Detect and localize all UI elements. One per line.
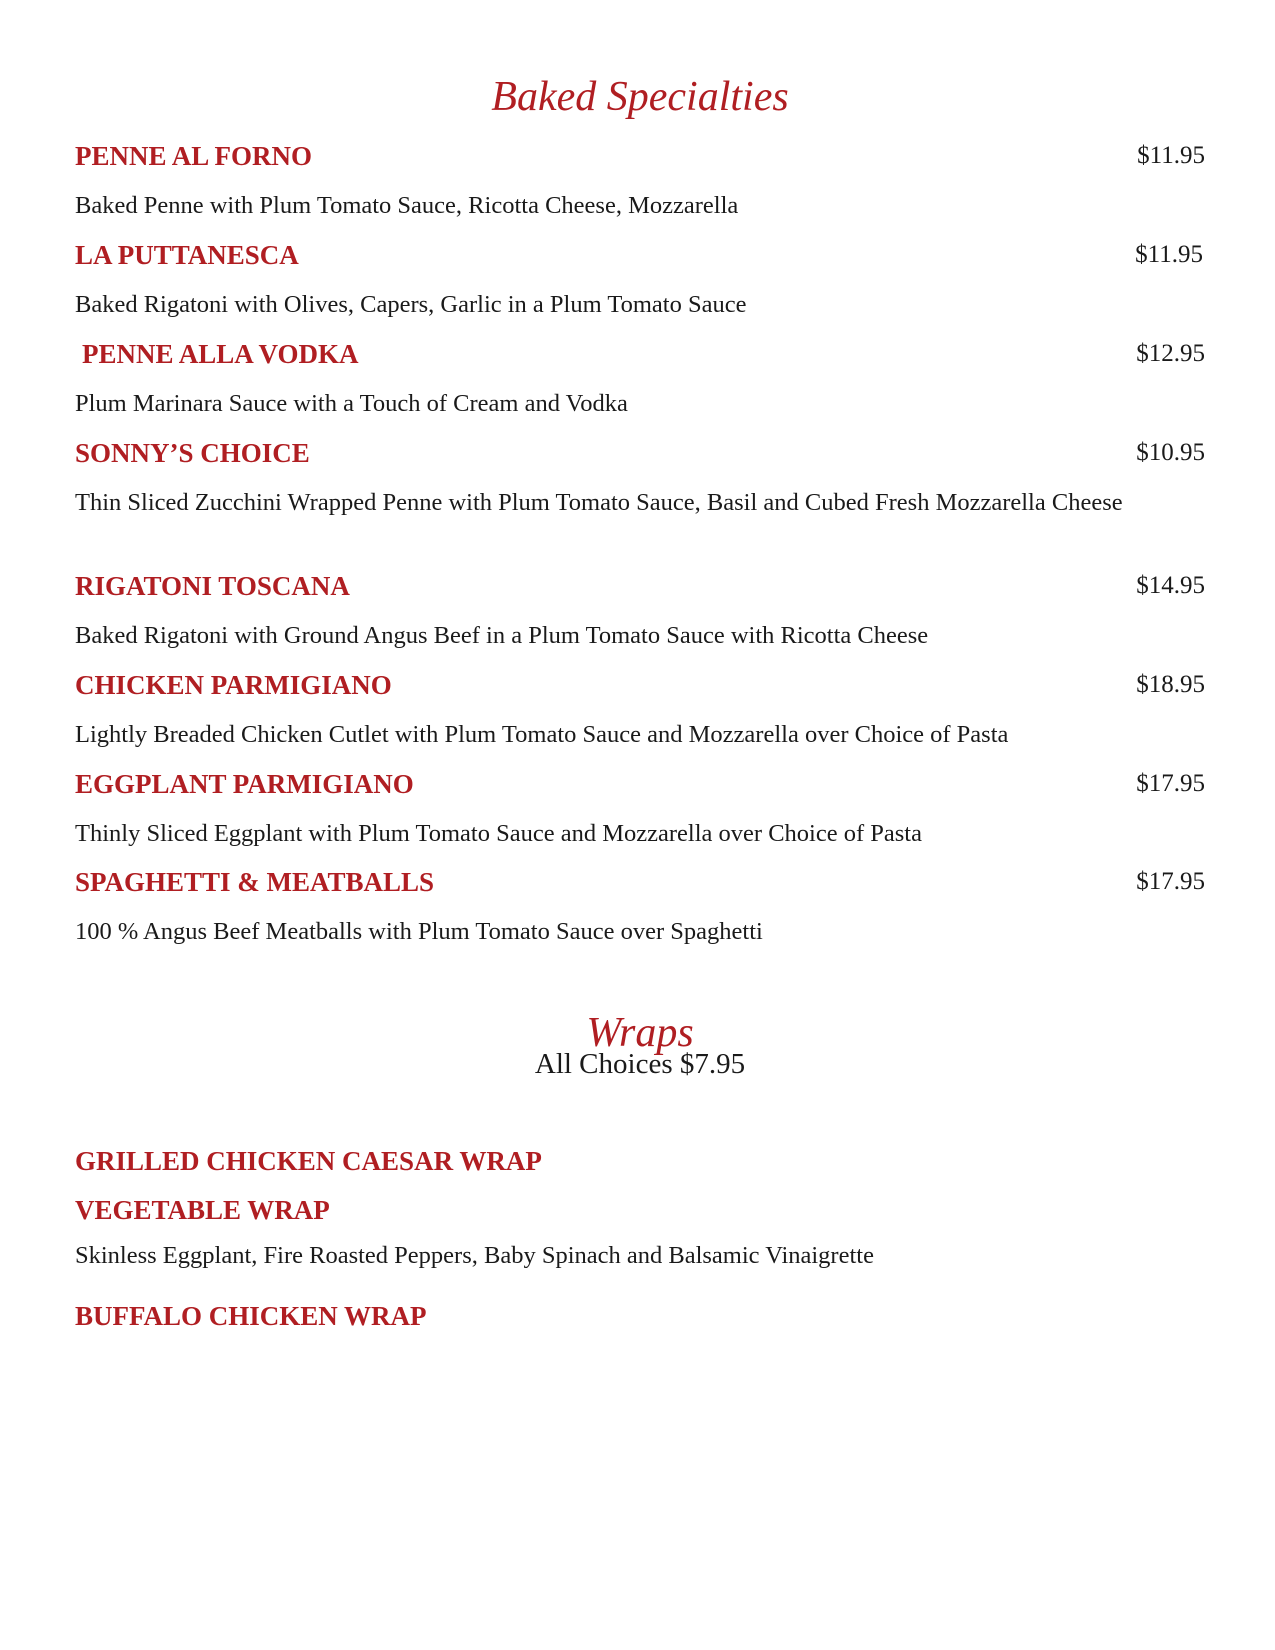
item-description: Lightly Breaded Chicken Cutlet with Plum Tomato Sauce and Mozzarella over Choice of Pasta: [75, 721, 1009, 748]
item-name: VEGETABLE WRAP: [75, 1195, 330, 1225]
menu-item-chicken-parmigiano: [75, 669, 1205, 709]
menu-item-buffalo-chicken-wrap: [75, 1300, 1205, 1340]
item-name: PENNE AL FORNO: [75, 141, 313, 171]
menu-item-sonnys-choice: [75, 437, 1205, 477]
baked-specialties-title: Baked Specialties: [491, 74, 789, 120]
item-name: RIGATONI TOSCANA: [75, 571, 350, 601]
wraps-subtitle: All Choices $7.95: [534, 1048, 746, 1080]
item-description: 100 % Angus Beef Meatballs with Plum Tomato Sauce over Spaghetti: [75, 918, 763, 945]
menu-page: [75, 0, 1205, 1650]
item-description: Plum Marinara Sauce with a Touch of Cream and Vodka: [75, 390, 628, 417]
item-description: Skinless Eggplant, Fire Roasted Peppers, Baby Spinach and Balsamic Vinaigrette: [75, 1242, 874, 1269]
menu-item-eggplant-parmigiano: [75, 768, 1205, 808]
item-price: $10.95: [1136, 439, 1205, 466]
item-name: BUFFALO CHICKEN WRAP: [75, 1301, 427, 1331]
item-price: $12.95: [1136, 340, 1205, 367]
item-price: $18.95: [1136, 671, 1205, 698]
item-name: SPAGHETTI & MEATBALLS: [75, 867, 435, 897]
item-name: CHICKEN PARMIGIANO: [75, 670, 392, 700]
menu-item-rigatoni-toscana: [75, 570, 1205, 610]
menu-item-penne-alla-vodka: [75, 338, 1205, 378]
item-price: $14.95: [1136, 572, 1205, 599]
item-description: Baked Rigatoni with Olives, Capers, Garlic in a Plum Tomato Sauce: [75, 291, 747, 318]
menu-item-grilled-chicken-caesar-wrap: [75, 1145, 1205, 1185]
item-description: Thin Sliced Zucchini Wrapped Penne with Plum Tomato Sauce, Basil and Cubed Fresh Mozzarella Cheese: [75, 489, 1123, 516]
item-name: LA PUTTANESCA: [75, 240, 299, 270]
item-price: $17.95: [1136, 868, 1205, 895]
item-description: Baked Penne with Plum Tomato Sauce, Ricotta Cheese, Mozzarella: [75, 192, 739, 219]
item-name: GRILLED CHICKEN CAESAR WRAP: [75, 1146, 542, 1176]
item-price: $11.95: [1137, 142, 1205, 169]
item-description: Thinly Sliced Eggplant with Plum Tomato Sauce and Mozzarella over Choice of Pasta: [75, 820, 922, 847]
item-price: $11.95: [1135, 241, 1203, 268]
menu-item-la-puttanesca: [75, 239, 1205, 279]
menu-item-penne-al-forno: [75, 140, 1205, 180]
wraps-title: Wraps: [586, 1010, 694, 1056]
item-name: PENNE ALLA VODKA: [82, 339, 359, 369]
item-name: EGGPLANT PARMIGIANO: [75, 769, 414, 799]
item-description: Baked Rigatoni with Ground Angus Beef in a Plum Tomato Sauce with Ricotta Cheese: [75, 622, 929, 649]
menu-item-spaghetti-meatballs: [75, 866, 1205, 906]
item-price: $17.95: [1136, 770, 1205, 797]
menu-item-vegetable-wrap: [75, 1194, 1205, 1234]
item-name: SONNY’S CHOICE: [75, 438, 310, 468]
